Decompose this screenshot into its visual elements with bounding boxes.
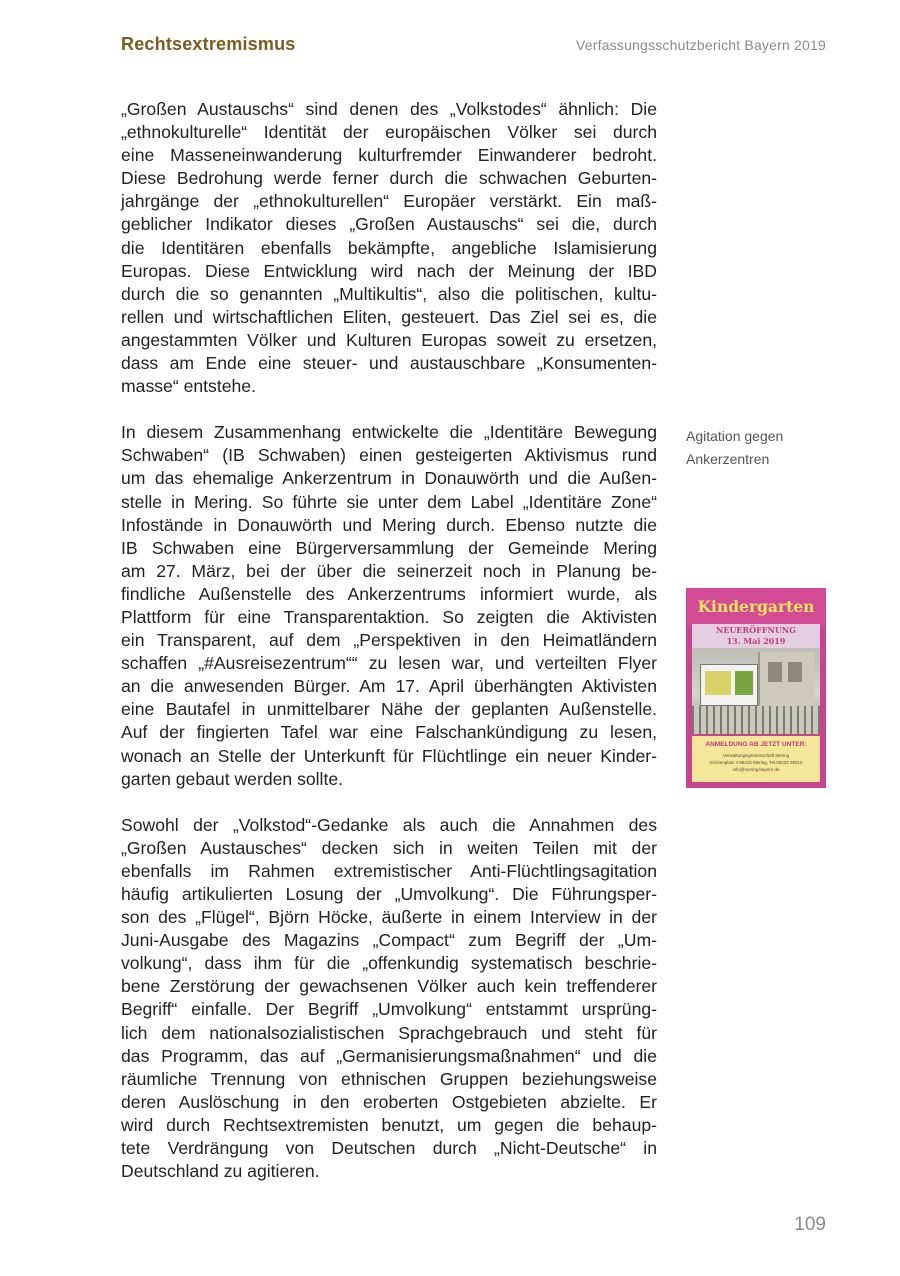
text-line: Schwaben“ (IB Schwaben) einen gesteigerten Aktivismus rund [121,445,657,466]
text-line: rellen und wirtschaftlichen Eliten, gesteuert. Das Ziel sei es, die [121,306,657,327]
margin-note-line: Ankerzentren [686,451,770,467]
text-line: schaffen „#Ausreisezentrum““ zu lesen war, und verteilten Flyer [121,653,657,674]
text-line: stelle in Mering. So führte sie unter dem Label „Identitäre Zone“ [121,491,657,512]
text-line: Juni-Ausgabe des Magazins „Compact“ zum Begriff der „Um- [121,930,657,951]
text-line: lich dem nationalsozialistischen Sprachgebrauch und steht für [121,1022,657,1043]
running-header-report: Verfassungsschutzbericht Bayern 2019 [575,37,826,53]
text-line: geblicher Indikator dieses „Großen Austauschs“ sei die, durch [121,214,657,235]
text-line: findliche Außenstelle des Ankerzentrums informiert wurde, als [121,583,657,604]
text-line: Europas. Diese Entwicklung wird nach der Meinung der IBD [121,260,657,281]
flyer-footer [692,736,820,782]
text-line: eine Bautafel in unmittelbarer Nähe der geplanten Außenstelle. [121,699,657,720]
text-line: jahrgänge der „ethnokulturellen“ Europäer verstärkt. Ein maß- [121,191,657,212]
text-line: tete Verdrängung von Deutschen durch „Nicht-Deutsche“ in [121,1138,657,1159]
text-line: an die anwesenden Bürger. Am 17. April überhängten Aktivisten [121,676,657,697]
construction-board-shape [700,664,758,706]
text-line: Auf der fingierten Tafel war eine Falschankündigung zu lesen, [121,722,657,743]
text-line: deren Auslöschung in den eroberten Ostgebieten abzielte. Er [121,1091,657,1112]
flyer-contact [696,752,816,773]
text-line: masse“ entstehe. [121,376,256,397]
text-line: bene Zerstörung der gewachsenen Völker auch kein treffenderer [121,976,657,997]
text-line: garten gebaut werden sollte. [121,768,344,789]
flyer-contact-line: Verwaltungsgemeinschaft Mering [722,753,790,758]
text-line: das Programm, das auf „Germanisierungsmaßnahmen“ und die [121,1045,657,1066]
flyer-contact-line: Kirchenplatz 4 86415 Mering, Tel.08233 38015 [709,760,803,765]
margin-note [686,425,826,471]
text-line: wird durch Rechtsextremisten benutzt, um gegen die behaup- [121,1114,657,1135]
board-sign-shape [705,671,731,695]
text-line: In diesem Zusammenhang entwickelte die „Identitäre Bewegung [121,422,657,443]
text-line: räumliche Trennung von ethnischen Gruppen beziehungsweise [121,1068,657,1089]
page-number: 109 [794,1214,826,1235]
fence-shape [692,706,820,734]
text-line: Infostände in Donauwörth und Mering durch. Ebenso nutzte die [121,514,657,535]
text-line: durch die so genannten „Multikultis“, also die politischen, kultu- [121,283,657,304]
text-line: Begriff“ einfalle. Der Begriff „Umvolkung“ entstammt ursprüng- [121,999,657,1020]
flyer-subtitle-date: 13. Mai 2019 [726,636,786,646]
text-line: Diese Bedrohung werde ferner durch die schwachen Geburten- [121,168,657,189]
text-line: die Identitären ebenfalls bekämpfte, angebliche Islamisierung [121,237,657,258]
text-line: häufig artikulierten Losung der „Umvolkung“. Die Führungsper- [121,884,657,904]
flyer-subtitle-line: NEUERÖFFNUNG [716,625,796,635]
text-line: Sowohl der „Volkstod“-Gedanke als auch die Annahmen des [121,814,657,835]
text-line: volkung“, dass ihm für die „offenkundig systematisch beschrie- [121,953,657,974]
text-line: eine Masseneinwanderung kulturfremder Einwanderer bedroht. [121,145,657,166]
text-line: ebenfalls im Rahmen extremistischer Anti-Flüchtlingsagitation [121,860,657,881]
text-line: wonach an Stelle der Unterkunft für Flüchtlinge ein neuer Kinder- [121,745,657,766]
running-header-section: Rechtsextremismus [121,34,296,54]
flyer-contact-line: info@mering.bayern.de [732,767,780,772]
text-line: son des „Flügel“, Björn Höcke, äußerte in einem Interview in der [121,907,657,928]
board-picture-shape [735,671,753,695]
flyer-signup-text: ANMELDUNG AB JETZT UNTER: [705,741,807,748]
main-text-column [121,98,657,1206]
text-line: „ethnokulturelle“ Identität der europäischen Völker sei durch [121,122,657,143]
text-line: um das ehemalige Ankerzentrum in Donauwörth und die Außen- [121,468,657,489]
paragraph [121,814,657,1184]
kindergarten-flyer-image [686,588,826,788]
text-line: IB Schwaben eine Bürgerversammlung der Gemeinde Mering [121,537,657,558]
margin-note-line: Agitation gegen [686,428,784,444]
text-line: „Großen Austausches“ decken sich in weiten Teilen mit der [121,837,657,858]
text-line: ein Transparent, auf dem „Perspektiven in den Heimatländern [121,630,657,651]
text-line: angestammten Völker und Kulturen Europas soweit zu ersetzen, [121,329,657,350]
paragraph [121,421,657,791]
flyer-photo [692,648,820,734]
text-line: dass am Ende eine steuer- und austauschbare „Konsumenten- [121,353,657,374]
flyer-subtitle [692,624,820,648]
text-line: „Großen Austauschs“ sind denen des „Volkstodes“ ähnlich: Die [121,99,657,119]
text-line: am 27. März, bei der über die seinerzeit noch in Planung be- [121,560,657,581]
flyer-title: Kindergarten [686,588,826,626]
paragraph [121,98,657,398]
text-line: Deutschland zu agitieren. [121,1161,320,1182]
text-line: Plattform für eine Transparentaktion. So zeigten die Aktivisten [121,606,657,627]
